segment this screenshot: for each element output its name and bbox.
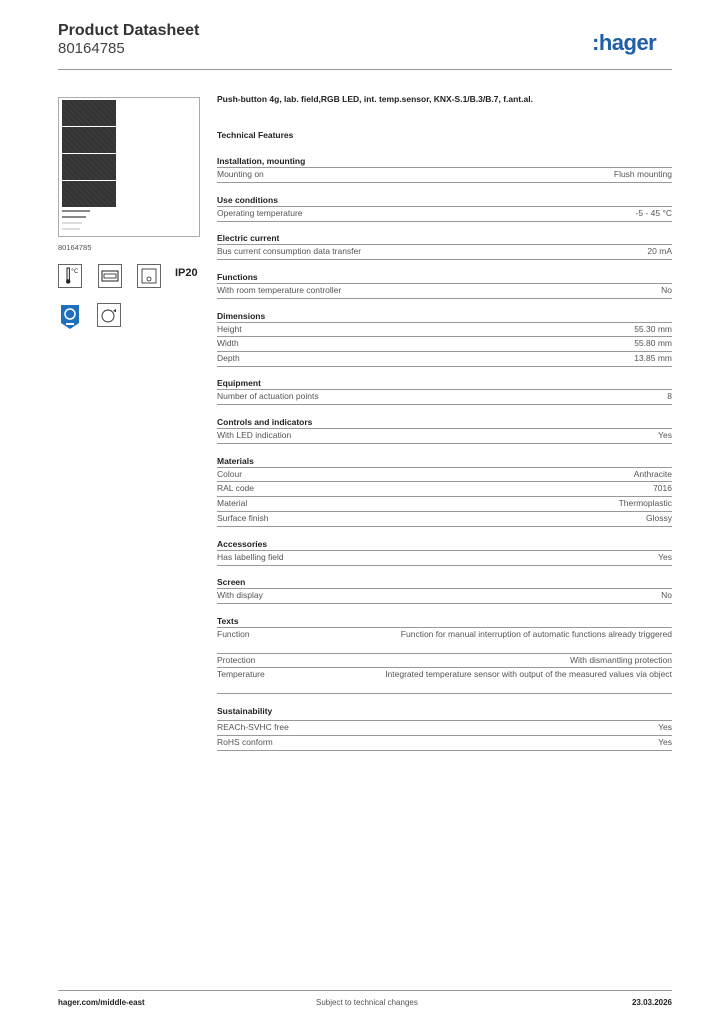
svg-text:°C: °C — [71, 268, 79, 275]
spec-row: REACh-SVHC free Yes — [217, 720, 672, 735]
header-divider — [58, 69, 672, 70]
spec-row: With display No — [217, 588, 672, 603]
spec-row: With room temperature controller No — [217, 283, 672, 298]
section-equipment-title: Equipment — [217, 378, 261, 388]
spec-row: Width 55.80 mm — [217, 336, 672, 351]
section-accessories-title: Accessories — [217, 539, 268, 549]
product-image — [58, 97, 200, 237]
section-materials-title: Materials — [217, 456, 254, 466]
spec-row: Bus current consumption data transfer 20 mA — [217, 244, 672, 259]
spec-row: Mounting on Flush mounting — [217, 167, 672, 182]
technical-features-heading: Technical Features — [217, 130, 294, 140]
article-number: 80164785 — [58, 40, 125, 57]
section-installation-title: Installation, mounting — [217, 156, 306, 166]
section-electric-current-title: Electric current — [217, 233, 280, 243]
hager-logo: :hager — [592, 30, 657, 55]
section-functions-title: Functions — [217, 272, 258, 282]
spec-row: Function Function for manual interruption of automatic functions already triggered — [217, 627, 672, 653]
spec-row: Colour Anthracite — [217, 469, 672, 479]
footer-notice: Subject to technical changes — [316, 998, 418, 1007]
footer-divider — [58, 990, 672, 991]
section-screen-title: Screen — [217, 577, 246, 587]
spec-row: Protection With dismantling protection — [217, 655, 672, 665]
spec-row: With LED indication Yes — [217, 428, 672, 443]
spec-row: Height 55.30 mm — [217, 324, 672, 334]
spec-row: Number of actuation points 8 — [217, 389, 672, 404]
spec-row: Material Thermoplastic — [217, 496, 672, 511]
spec-row: Depth 13.85 mm — [217, 351, 672, 366]
ip-rating-badge: IP20 — [175, 267, 198, 279]
footer-date: 23.03.2026 — [631, 998, 672, 1007]
section-controls-title: Controls and indicators — [217, 417, 313, 427]
section-sustainability-title: Sustainability — [217, 706, 273, 716]
spec-row: Has labelling field Yes — [217, 550, 672, 565]
flush-mount-icon — [137, 264, 161, 288]
rotation-sensor-icon — [97, 303, 121, 327]
footer-website-link[interactable]: hager.com/middle-east — [58, 998, 145, 1007]
section-texts-title: Texts — [217, 616, 239, 626]
label-strip — [62, 210, 92, 234]
section-use-conditions-title: Use conditions — [217, 195, 278, 205]
spec-row: RoHS conform Yes — [217, 735, 672, 750]
temperature-sensor-icon — [58, 264, 82, 288]
knx-device-icon — [98, 264, 122, 288]
product-description: Push-button 4g, lab. field,RGB LED, int. temp.sensor, KNX-S.1/B.3/B.7, f.ant.al. — [217, 94, 533, 104]
image-caption: 80164785 — [58, 243, 92, 252]
spec-row: Surface finish Glossy — [217, 511, 672, 526]
page-title: Product Datasheet — [58, 22, 200, 39]
spec-row: Temperature Integrated temperature sensor with output of the measured values via object — [217, 667, 672, 693]
section-dimensions-title: Dimensions — [217, 311, 266, 321]
spec-row: Operating temperature -5 - 45 °C — [217, 206, 672, 221]
spec-row: RAL code 7016 — [217, 481, 672, 496]
push-button-illustration — [62, 100, 116, 208]
eco-label-icon — [58, 303, 82, 327]
